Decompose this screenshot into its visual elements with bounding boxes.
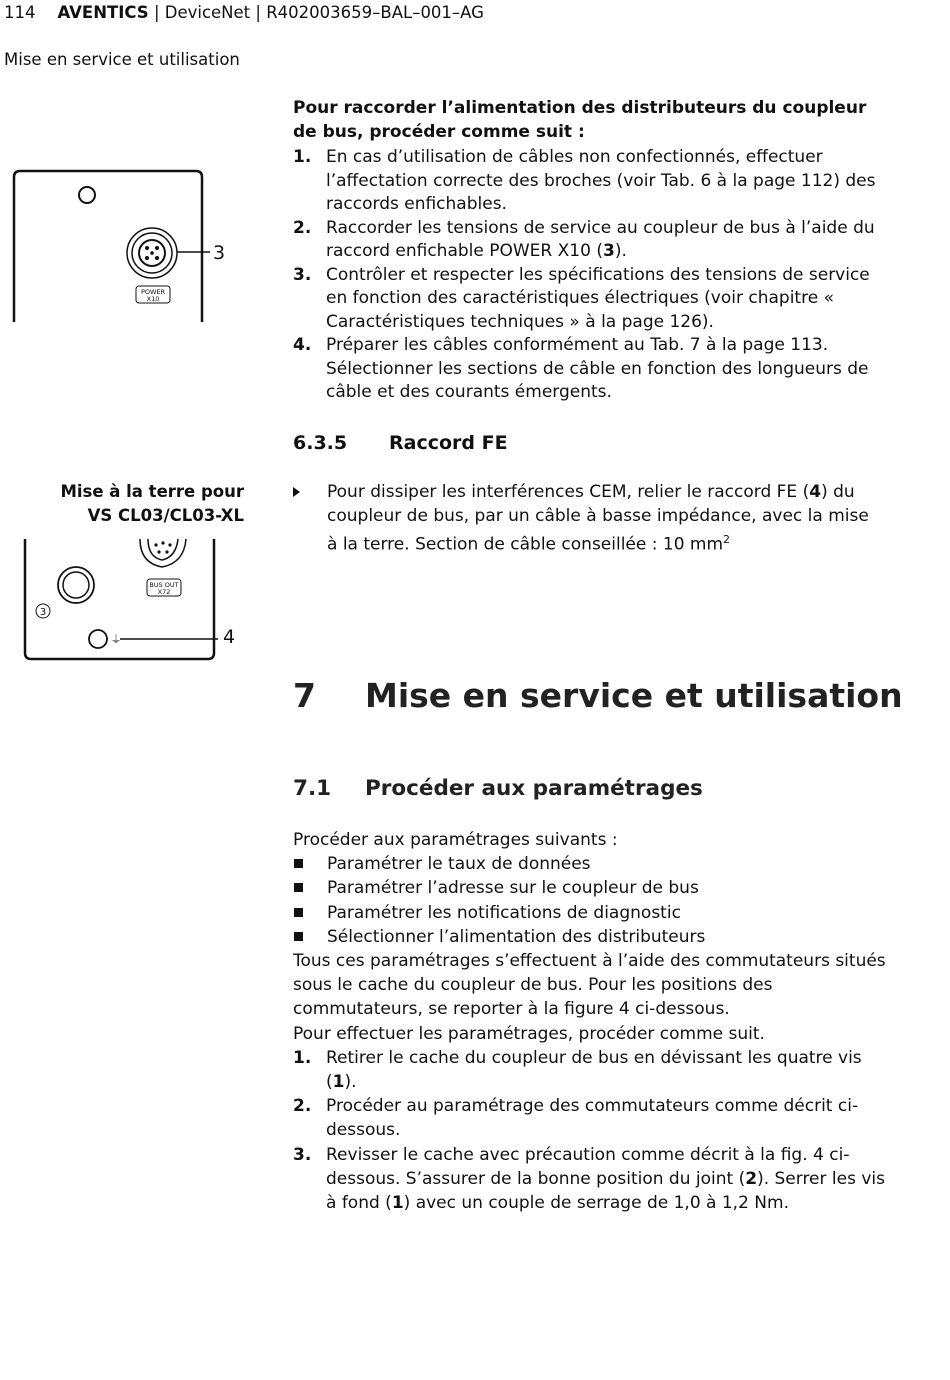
step-text: ). [344,1072,357,1093]
step-item [293,1094,893,1142]
connector-pin-icon [145,256,149,260]
step-number: 3. [293,264,312,285]
list-item-text: Paramétrer le taux de données [327,854,591,875]
step-text: ). [614,241,627,261]
list-item-text: Paramétrer l’adresse sur le coupleur de bus [327,878,699,899]
instruction-text: Pour dissiper les interférences CEM, relier le raccord FE ( [327,482,810,502]
body-paragraph: Pour effectuer les paramétrages, procéder comme suit. [293,1023,765,1044]
step-text: Préparer les câbles conformément au Tab. 7 à la page 113. Sélectionner les sections de câble en fonction des longueurs de câble et des courants émergents. [326,335,869,402]
step-item [293,1143,893,1216]
step-text: Contrôler et respecter les spécifications des tensions de service en fonction des caractéristiques électriques (voir chapitre « Caractéristiques techniques » à la page 126). [326,264,870,332]
step-number: 2. [293,217,312,238]
circled-number: 3 [39,607,47,618]
list-item [293,925,893,949]
ground-symbol-icon: ⏚ [110,633,122,646]
connector-label-line2: X72 [157,588,171,596]
grounding-figure [20,535,250,665]
connector-pin-icon [155,246,159,250]
step-text: En cas d’utilisation de câbles non confectionnés, effectuer l’affectation correcte des broches (voir Tab. 6 à la page 112) des raccords enfichables. [326,147,876,214]
connector-pin-icon [165,550,168,553]
settings-steps [293,1046,893,1215]
list-item-text: Paramétrer les notifications de diagnostic [327,902,681,923]
section-number: 7.1 [293,776,332,801]
step-text: ). Serrer les vis à fond ( [326,1168,885,1214]
port-inner-ring [63,572,89,598]
power-steps [293,146,893,405]
fe-screw-icon [89,630,107,648]
connector-pin-icon [157,550,160,553]
section-heading-7-1 [293,776,703,801]
square-bullet-icon [294,932,303,941]
list-item [293,852,893,876]
step-text: Revisser le cache avec précaution comme décrit à la fig. 4 ci-dessous. S’assurer de la bonne position du joint ( [326,1144,850,1189]
step-number: 1. [293,1047,312,1068]
reference-number: 1 [332,1072,345,1093]
reference-number: 3 [602,241,615,261]
section-title: Raccord FE [389,432,508,454]
connector-label-line1: POWER [140,288,166,296]
settings-list [293,852,893,949]
connector-pin-icon [155,256,159,260]
step-number: 3. [293,1144,312,1165]
step-item [293,217,893,264]
callout-number: 3 [213,242,226,264]
section-7-1-body [293,828,893,1215]
connector-pin-icon [145,246,149,250]
list-item [293,876,893,900]
reference-number: 1 [391,1193,404,1214]
connector-label-line2: X10 [146,295,160,303]
power-connector-figure [10,165,250,325]
chapter-number: 7 [293,676,316,715]
step-text: Raccorder les tensions de service au coupleur de bus à l’aide du raccord enfichable POWER X10 ( [326,217,875,261]
reference-number: 4 [809,482,822,502]
section-heading-6-3-5 [293,432,508,454]
instruction-text: ) du coupleur de bus, par un câble à basse impédance, avec la mise à la terre. Section de câble conseillée : 10 mm [327,482,869,555]
step-item [293,146,893,217]
body-paragraph: Tous ces paramétrages s’effectuent à l’aide des commutateurs situés sous le cache du coupleur de bus. Pour les positions des commutateurs, se reporter à la figure 4 ci-dessous. [293,951,886,1020]
housing-outline [14,171,202,322]
step-text: ) avec un couple de serrage de 1,0 à 1,2 Nm. [403,1193,789,1214]
chapter-heading [293,676,903,715]
page-header [4,3,484,22]
power-intro: Pour raccorder l’alimentation des distributeurs du coupleur de bus, procéder comme suit : [293,98,867,142]
document-id: | DeviceNet | R402003659–BAL–001–AG [148,3,484,22]
step-text: Procéder au paramétrage des commutateurs comme décrit ci-dessous. [326,1096,859,1141]
intro-paragraph: Procéder aux paramétrages suivants : [293,830,618,850]
list-item-text: Sélectionner l’alimentation des distributeurs [327,926,706,947]
running-chapter-title: Mise en service et utilisation [4,50,240,69]
connector-pin-icon [161,541,164,544]
square-bullet-icon [294,859,303,868]
step-number: 1. [293,147,312,167]
arrow-bullet-icon [293,487,300,497]
callout-number: 4 [223,626,236,648]
step-text: Retirer le cache du coupleur de bus en dévissant les quatre vis ( [326,1047,862,1093]
connector-label-line1: BUS OUT [149,581,179,589]
list-item [293,901,893,925]
brand-name: AVENTICS [57,3,149,22]
instruction-item [293,480,883,557]
connector-pin-icon [154,543,157,546]
figure-side-caption: Mise à la terre pour VS CL03/CL03-XL [60,482,244,525]
reference-number: 2 [745,1168,758,1189]
step-number: 4. [293,335,312,355]
chapter-title: Mise en service et utilisation [365,676,903,715]
step-number: 2. [293,1096,312,1117]
connector-pin-icon [168,543,171,546]
step-item [293,264,893,335]
page-number: 114 [4,3,36,22]
section-number: 6.3.5 [293,432,348,454]
screw-hole-icon [79,187,95,203]
superscript: 2 [723,533,731,546]
square-bullet-icon [294,883,303,892]
step-item [293,334,893,405]
section-title: Procéder aux paramétrages [365,776,703,801]
power-section [293,97,893,405]
square-bullet-icon [294,908,303,917]
connector-pin-icon [150,251,154,255]
step-item [293,1046,893,1094]
